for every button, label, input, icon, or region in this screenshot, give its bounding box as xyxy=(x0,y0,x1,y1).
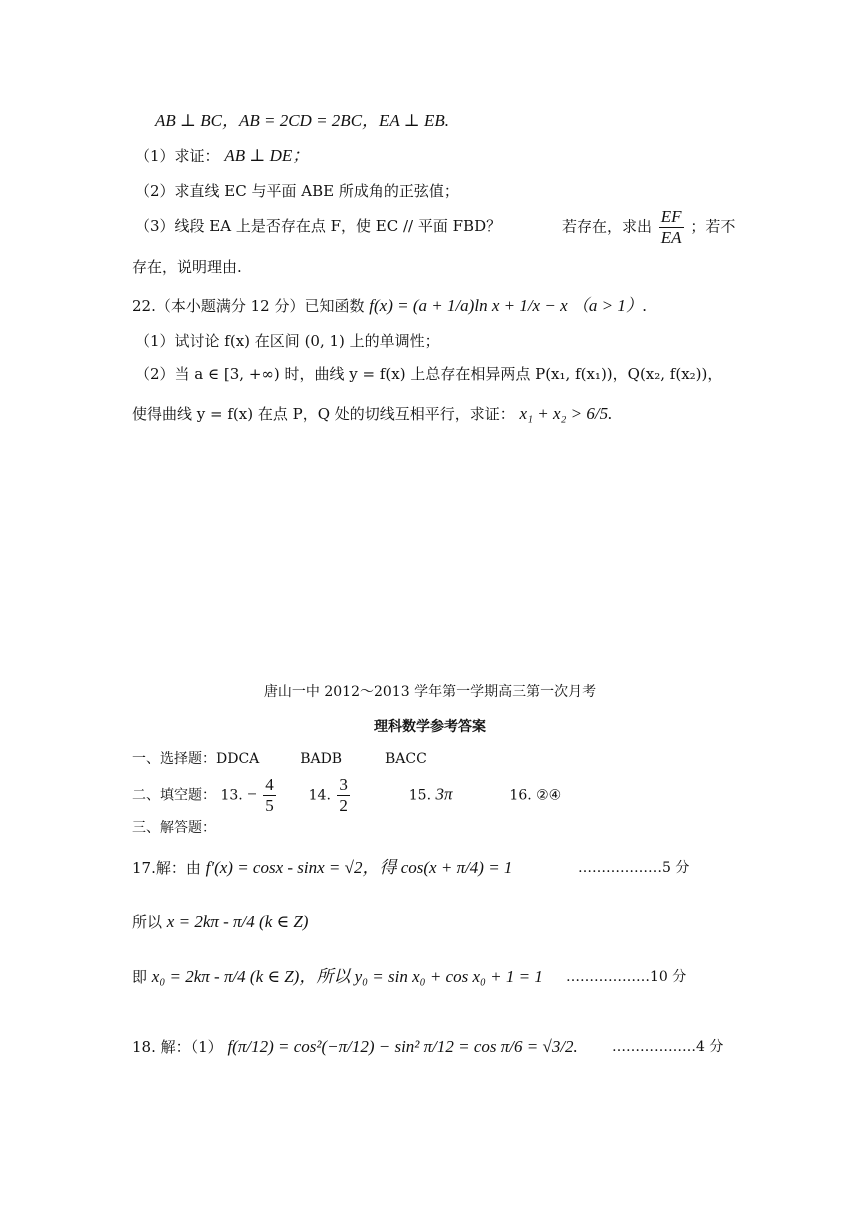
p22-head: 22.（本小题满分 12 分）已知函数 xyxy=(132,297,365,315)
p18-equation: f(π/12) = cos²(−π/12) − sin² π/12 = cos π/6 = √3/2. xyxy=(227,1037,578,1056)
sec2-row xyxy=(132,775,561,816)
p17-line1 xyxy=(132,858,512,878)
sec1-label: 一、选择题： xyxy=(132,751,216,767)
p22-part2-b: 使得曲线 y = f(x) 在点 P，Q 处的切线互相平行，求证： xyxy=(132,405,515,423)
p21-part1-label: （1）求证： xyxy=(135,147,220,165)
p21-part2: （2）求直线 EC 与平面 ABE 所成角的正弦值； xyxy=(135,182,459,200)
p21-condition-text: AB ⊥ BC，AB = 2CD = 2BC，EA ⊥ EB. xyxy=(155,111,449,130)
fill14-denominator: 2 xyxy=(339,796,348,815)
fill13-no: 13. xyxy=(220,787,243,804)
p22-part2-a: （2）当 a ∈ [3, +∞) 时，曲线 y = f(x) 上总存在相异两点 P(x₁, f(x₁))，Q(x₂, f(x₂))， xyxy=(135,365,723,383)
p21-part3-a: （3）线段 EA 上是否存在点 F，使 EC // 平面 FBD？ xyxy=(135,217,502,235)
p17-score1: ………………5 分 xyxy=(578,860,690,876)
p18-line1 xyxy=(132,1037,578,1057)
p21-part3-d: 存在，说明理由. xyxy=(132,258,242,276)
sec3-label: 三、解答题： xyxy=(132,820,216,836)
p17-line3-label: 即 xyxy=(132,968,148,986)
p22-head-line xyxy=(132,296,647,316)
fill13-sign: − xyxy=(247,784,257,804)
answer-title: 唐山一中 2012～2013 学年第一学期高三第一次月考 xyxy=(263,684,597,700)
sec1-group2: BADB xyxy=(300,751,343,767)
fill13-fraction xyxy=(263,775,276,816)
sec1-row xyxy=(132,749,427,769)
p22-part2-line2 xyxy=(132,404,612,424)
p22-function: f(x) = (a + 1/a)ln x + 1/x − x （a > 1）. xyxy=(369,296,648,315)
p18-head: 18. 解：（1） xyxy=(132,1038,223,1056)
fill14-fraction xyxy=(337,775,350,816)
p21-part3-b: 若存在，求出 xyxy=(562,217,653,236)
fill15-answer: 3π xyxy=(435,784,453,804)
p21-part3-c: ；若不 xyxy=(690,217,736,236)
fill14-numerator: 3 xyxy=(339,775,348,794)
fill14-no: 14. xyxy=(308,787,331,804)
fill16-no: 16. xyxy=(509,787,532,804)
p22-inequality: x₁ + x₂ > 6/5. xyxy=(519,404,613,423)
p21-part1 xyxy=(135,146,309,166)
ratio-numerator: EF xyxy=(660,207,682,226)
p17-score2: ………………10 分 xyxy=(566,969,687,985)
p21-condition xyxy=(155,111,449,131)
p17-head: 17.解：由 xyxy=(132,859,201,877)
answer-subtitle: 理科数学参考答案 xyxy=(374,719,486,735)
p17-line2-label: 所以 xyxy=(132,913,163,931)
sec2-label: 二、填空题： xyxy=(132,787,216,804)
fill13-numerator: 4 xyxy=(265,775,274,794)
fill13-denominator: 5 xyxy=(265,796,274,815)
p18-score: ………………4 分 xyxy=(612,1039,724,1055)
p17-line2 xyxy=(132,912,308,932)
ratio-fraction xyxy=(659,207,684,248)
p22-part1: （1）试讨论 f(x) 在区间 (0, 1) 上的单调性； xyxy=(135,332,440,350)
p17-line3-eq: x₀ = 2kπ - π/4 (k ∈ Z)，所以 y₀ = sin x₀ + cos x₀ + 1 = 1 xyxy=(151,967,543,986)
sec1-group3: BACC xyxy=(385,751,427,767)
p21-part3-right xyxy=(562,207,735,248)
sec1-group1: DDCA xyxy=(216,751,260,767)
p17-line3 xyxy=(132,967,543,987)
fill16-answer: ②④ xyxy=(536,787,562,804)
p17-equation: f′(x) = cosx - sinx = √2，得 cos(x + π/4) = 1 xyxy=(205,858,513,877)
p17-line2-eq: x = 2kπ - π/4 (k ∈ Z) xyxy=(166,912,309,931)
ratio-denominator: EA xyxy=(660,228,682,247)
p21-part1-math: AB ⊥ DE； xyxy=(224,146,310,165)
fill15-no: 15. xyxy=(408,787,432,804)
